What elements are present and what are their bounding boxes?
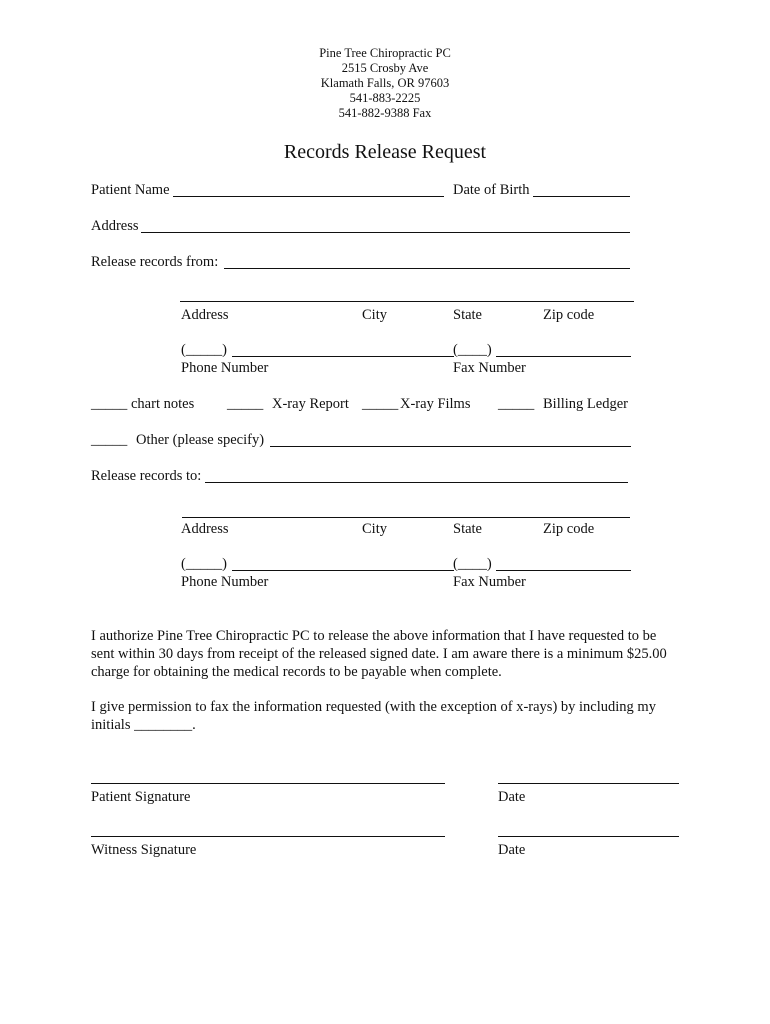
dob-field[interactable] <box>533 196 630 197</box>
patient-name-field[interactable] <box>173 196 444 197</box>
other-label: Other (please specify) <box>136 432 265 448</box>
clinic-phone: 541-883-2225 <box>349 91 421 105</box>
initials-field[interactable]: ________. <box>134 717 196 733</box>
xray-report-label: X-ray Report <box>272 396 349 412</box>
witness-date-label: Date <box>498 842 526 858</box>
release-to-zip-label: Zip code <box>543 521 595 537</box>
patient-signature-label: Patient Signature <box>91 789 191 805</box>
release-to-phone-label: Phone Number <box>181 574 269 590</box>
release-from-phone-label: Phone Number <box>181 360 269 376</box>
patient-address-label: Address <box>91 218 139 234</box>
release-from-phone-field[interactable] <box>232 356 454 357</box>
release-from-address-field[interactable] <box>180 301 634 302</box>
release-to-city-label: City <box>362 521 387 537</box>
release-to-address-label: Address <box>181 521 229 537</box>
release-from-fax-area: (____) <box>453 342 492 358</box>
release-to-address-field[interactable] <box>182 517 630 518</box>
release-from-fax-field[interactable] <box>496 356 631 357</box>
patient-address-field[interactable] <box>141 232 630 233</box>
other-blank[interactable]: _____ <box>91 432 128 448</box>
release-from-zip-label: Zip code <box>543 307 595 323</box>
release-from-city-label: City <box>362 307 387 323</box>
clinic-city-state-zip: Klamath Falls, OR 97603 <box>320 76 450 90</box>
witness-signature-field[interactable] <box>91 836 445 837</box>
clinic-street: 2515 Crosby Ave <box>341 61 429 75</box>
xray-films-label: X-ray Films <box>400 396 471 412</box>
patient-date-label: Date <box>498 789 526 805</box>
release-from-state-label: State <box>453 307 482 323</box>
other-specify-field[interactable] <box>270 446 631 447</box>
release-to-phone-area: (_____) <box>181 556 227 572</box>
fax-permission-text: I give permission to fax the information requested (with the exception of x-rays) by including my initials <box>91 699 656 733</box>
chart-notes-blank[interactable]: _____ <box>91 396 128 412</box>
release-to-fax-label: Fax Number <box>453 574 526 590</box>
release-from-phone-area: (_____) <box>181 342 227 358</box>
release-from-fax-label: Fax Number <box>453 360 526 376</box>
billing-ledger-label: Billing Ledger <box>543 396 628 412</box>
clinic-name: Pine Tree Chiropractic PC <box>319 46 451 60</box>
page-title: Records Release Request <box>283 141 487 163</box>
release-to-state-label: State <box>453 521 482 537</box>
release-to-phone-field[interactable] <box>232 570 454 571</box>
release-to-fax-field[interactable] <box>496 570 631 571</box>
dob-label: Date of Birth <box>453 182 530 198</box>
patient-name-label: Patient Name <box>91 182 170 198</box>
chart-notes-label: chart notes <box>131 396 195 412</box>
witness-date-field[interactable] <box>498 836 679 837</box>
release-to-fax-area: (____) <box>453 556 492 572</box>
patient-signature-field[interactable] <box>91 783 445 784</box>
patient-date-field[interactable] <box>498 783 679 784</box>
xray-films-blank[interactable]: _____ <box>362 396 399 412</box>
release-from-label: Release records from: <box>91 254 219 270</box>
release-from-name-field[interactable] <box>224 268 630 269</box>
release-from-address-label: Address <box>181 307 229 323</box>
clinic-fax: 541-882-9388 Fax <box>338 106 432 120</box>
witness-signature-label: Witness Signature <box>91 842 197 858</box>
xray-report-blank[interactable]: _____ <box>227 396 264 412</box>
release-to-name-field[interactable] <box>205 482 628 483</box>
authorization-text: I authorize Pine Tree Chiropractic PC to release the above information that I have requested to be sent within 30 days from receipt of the released signed date. I am aware there is a minimum $25.00 charge for obtaining the medical records to be payable when complete. <box>91 628 667 680</box>
billing-ledger-blank[interactable]: _____ <box>498 396 535 412</box>
fax-permission-block <box>91 698 681 734</box>
release-to-label: Release records to: <box>91 468 202 484</box>
